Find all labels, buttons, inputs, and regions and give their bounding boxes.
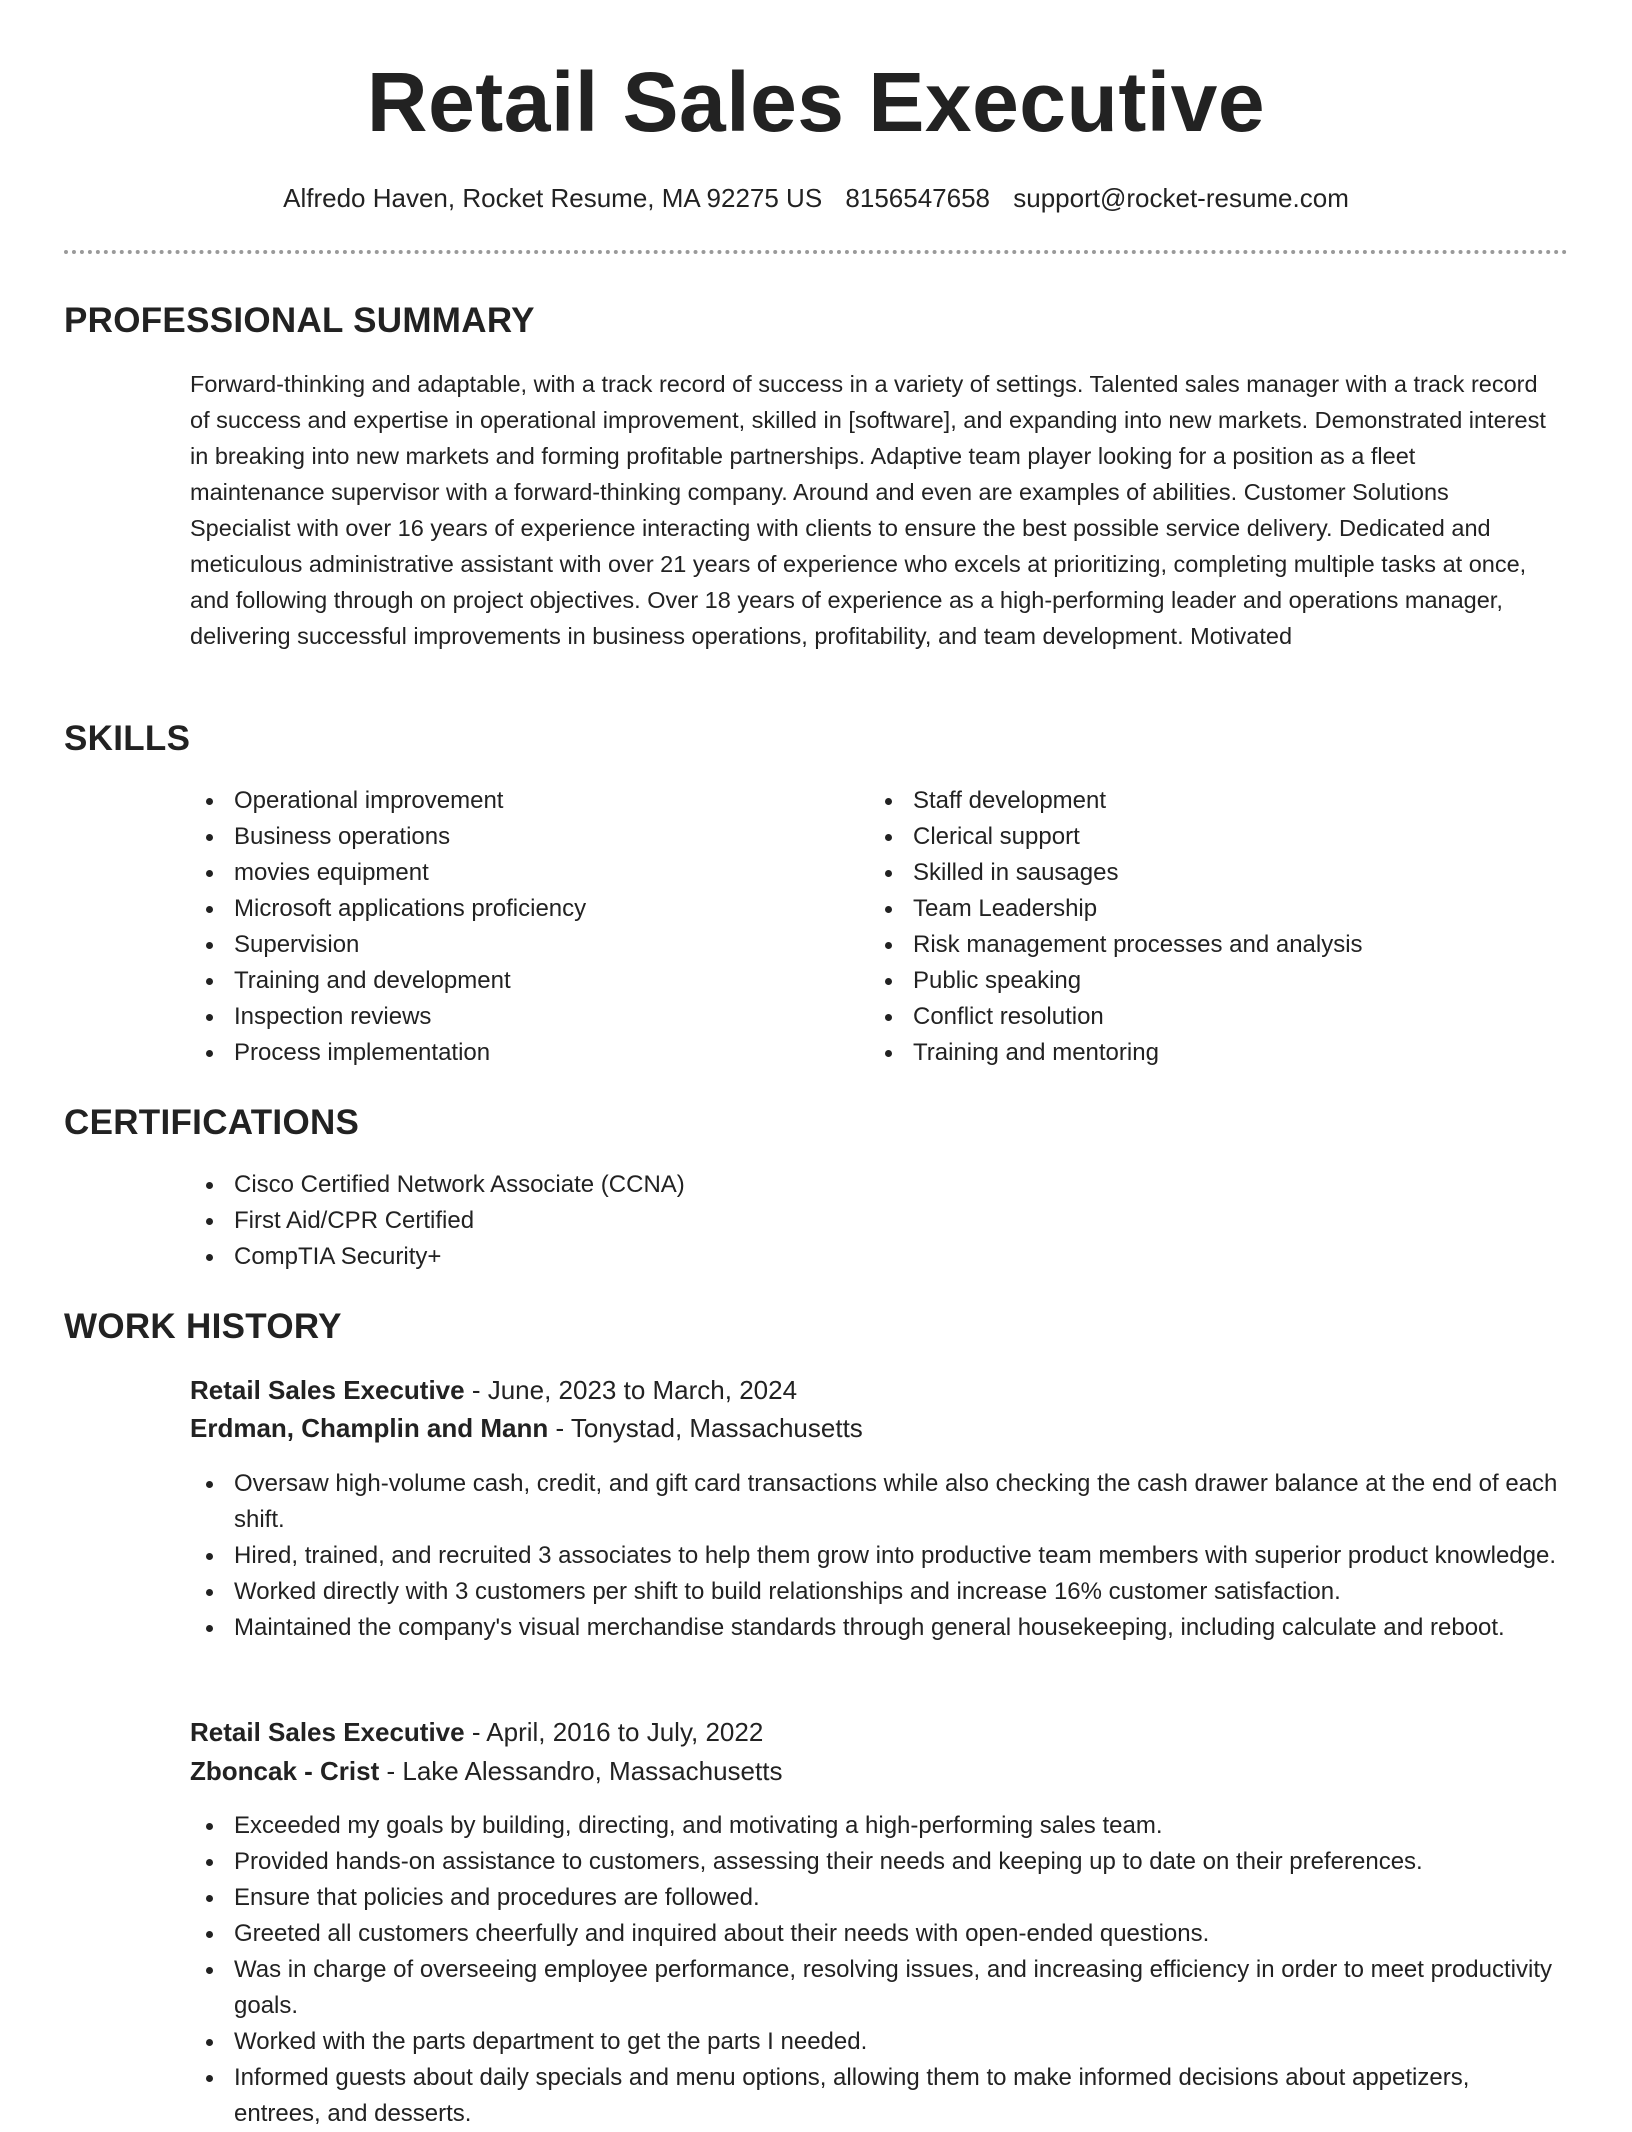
skills-heading: SKILLS: [64, 719, 191, 758]
job-company-line: [190, 1751, 782, 1791]
skill-item: Skilled in sausages: [869, 855, 1549, 891]
certification-item: Cisco Certified Network Associate (CCNA): [190, 1167, 1550, 1203]
skill-item: Supervision: [190, 927, 830, 963]
job-bullet: Informed guests about daily specials and menu options, allowing them to make informed decisions about appetizers, entrees, and desserts.: [190, 2060, 1560, 2132]
work-history-heading: WORK HISTORY: [64, 1307, 342, 1346]
job-bullets: [190, 1466, 1560, 1646]
skill-item: movies equipment: [190, 855, 830, 891]
skill-item: Microsoft applications proficiency: [190, 891, 830, 927]
job-bullets: [190, 1808, 1560, 2132]
job-bullet: Exceeded my goals by building, directing, and motivating a high-performing sales team.: [190, 1808, 1560, 1844]
summary-heading: PROFESSIONAL SUMMARY: [64, 301, 535, 340]
job-role: Retail Sales Executive: [190, 1717, 465, 1747]
job-title-line: [190, 1370, 797, 1410]
job-company: Erdman, Champlin and Mann: [190, 1413, 549, 1443]
skill-item: Team Leadership: [869, 891, 1549, 927]
skill-item: Risk management processes and analysis: [869, 927, 1549, 963]
job-bullet: Oversaw high-volume cash, credit, and gift card transactions while also checking the cash drawer balance at the end of each shift.: [190, 1466, 1560, 1538]
skills-list-right: [869, 783, 1549, 1071]
job-bullet: Maintained the company's visual merchandise standards through general housekeeping, including calculate and reboot.: [190, 1610, 1560, 1646]
job-bullet: Was in charge of overseeing employee performance, resolving issues, and increasing efficiency in order to meet productivity goals.: [190, 1952, 1560, 2024]
job-bullet: Hired, trained, and recruited 3 associates to help them grow into productive team members with superior product knowledge.: [190, 1538, 1560, 1574]
job-dates: - April, 2016 to July, 2022: [464, 1717, 764, 1747]
certification-item: First Aid/CPR Certified: [190, 1203, 1550, 1239]
job-bullet: Worked with the parts department to get the parts I needed.: [190, 2024, 1560, 2060]
skill-item: Training and development: [190, 963, 830, 999]
certification-item: CompTIA Security+: [190, 1239, 1550, 1275]
skill-item: Operational improvement: [190, 783, 830, 819]
job-title-line: [190, 1712, 763, 1752]
skill-item: Business operations: [190, 819, 830, 855]
certifications-list: [190, 1167, 1550, 1275]
job-dates: - June, 2023 to March, 2024: [464, 1375, 798, 1405]
skill-item: Inspection reviews: [190, 999, 830, 1035]
contact-address: Alfredo Haven, Rocket Resume, MA 92275 US: [283, 183, 823, 213]
summary-text: Forward-thinking and adaptable, with a track record of success in a variety of settings. Talented sales manager with a track record of success and expertise in operational improvement, skilled in [software], and expanding into new markets. Demonstrated interest in breaking into new markets and forming profitable partnerships. Adaptive team player looking for a position as a fleet maintenance supervisor with a forward-thinking company. Around and even are examples of abilities. Customer Solutions Specialist with over 16 years of experience interacting with clients to ensure the best possible service delivery. Dedicated and meticulous administrative assistant with over 21 years of experience who excels at prioritizing, completing multiple tasks at once, and following through on project objectives. Over 18 years of experience as a high-performing leader and operations manager, delivering successful improvements in business operations, profitability, and team development. Motivated: [190, 371, 1546, 649]
skill-item: Process implementation: [190, 1035, 830, 1071]
contact-line: [0, 180, 1632, 216]
job-company-line: [190, 1408, 863, 1448]
job-bullet: Ensure that policies and procedures are followed.: [190, 1880, 1560, 1916]
skill-item: Training and mentoring: [869, 1035, 1549, 1071]
certifications-heading: CERTIFICATIONS: [64, 1103, 360, 1142]
skills-list-left: [190, 783, 830, 1071]
job-bullet: Greeted all customers cheerfully and inquired about their needs with open-ended questions.: [190, 1916, 1560, 1952]
contact-email[interactable]: support@rocket-resume.com: [1013, 183, 1349, 213]
job-location: - Tonystad, Massachusetts: [548, 1413, 863, 1443]
skill-item: Conflict resolution: [869, 999, 1549, 1035]
skill-item: Clerical support: [869, 819, 1549, 855]
header-divider: [64, 250, 1568, 254]
skill-item: Staff development: [869, 783, 1549, 819]
job-bullet: Provided hands-on assistance to customers, assessing their needs and keeping up to date on their preferences.: [190, 1844, 1560, 1880]
job-bullet: Worked directly with 3 customers per shift to build relationships and increase 16% customer satisfaction.: [190, 1574, 1560, 1610]
job-location: - Lake Alessandro, Massachusetts: [379, 1756, 783, 1786]
job-role: Retail Sales Executive: [190, 1375, 465, 1405]
contact-phone: 8156547658: [845, 183, 991, 213]
resume-title: Retail Sales Executive: [366, 55, 1266, 149]
job-company: Zboncak - Crist: [190, 1756, 380, 1786]
skill-item: Public speaking: [869, 963, 1549, 999]
